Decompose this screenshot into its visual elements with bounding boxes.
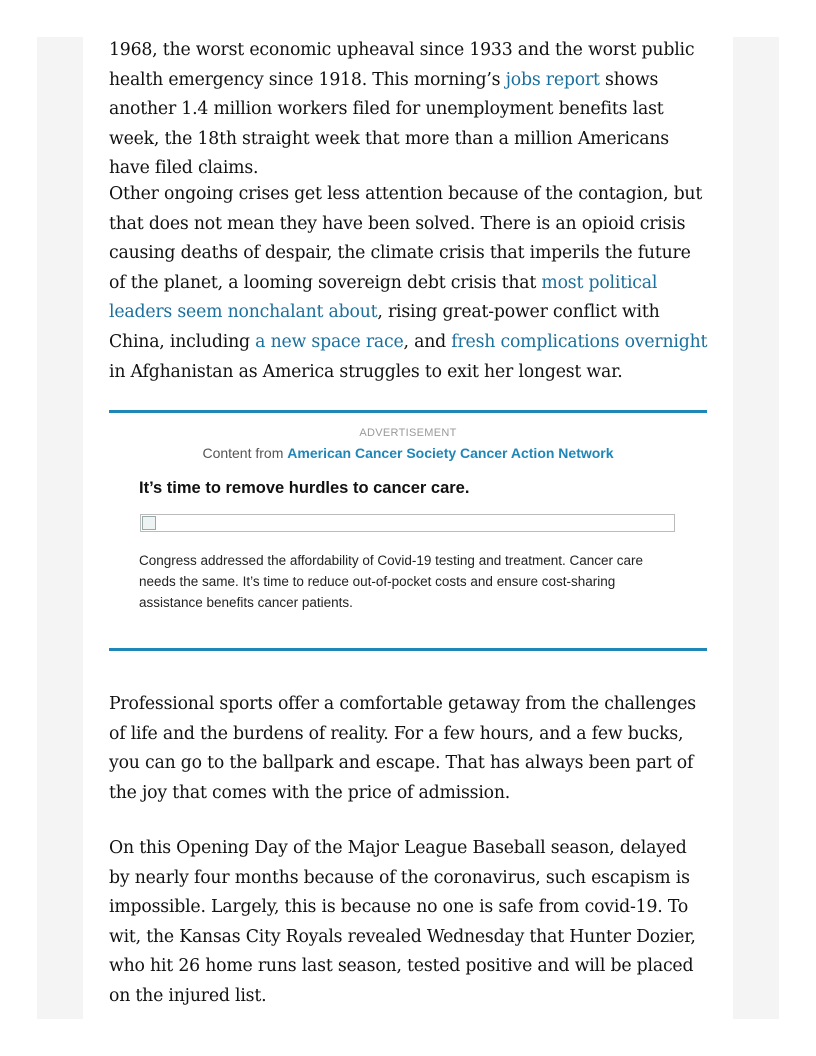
article-paragraph — [109, 180, 709, 387]
space-race-link[interactable]: a new space race — [255, 331, 404, 352]
jobs-report-link[interactable]: jobs report — [505, 69, 600, 90]
afghanistan-complications-link[interactable]: fresh complications overnight — [451, 331, 708, 352]
ad-image-placeholder[interactable] — [140, 514, 675, 532]
right-gutter — [733, 37, 779, 1019]
nonchalant-leaders-link[interactable]: most political leaders seem nonchalant about — [109, 272, 658, 323]
left-gutter — [37, 37, 83, 1019]
paragraph-text: , rising great-power conflict with China, including — [109, 302, 660, 352]
ad-sponsor-link[interactable]: American Cancer Society Cancer Action Network — [287, 445, 614, 461]
sponsored-ad-block[interactable] — [109, 410, 707, 651]
article-paragraph: On this Opening Day of the Major League Baseball season, delayed by nearly four months because of the coronavirus, such escapism is impossible. Largely, this is because no one is safe from covid-19. To wit, the Kansas City Royals revealed Wednesday that Hunter Dozier, who hit 26 home runs last season, tested positive and will be placed on the injured list. — [109, 838, 696, 1006]
paragraph-text: Other ongoing crises get less attention because of the contagion, but that does not mean they have been solved. There is an opioid crisis causing deaths of despair, the climate crisis that imperils the future of the planet, a looming sovereign debt crisis that — [109, 184, 703, 293]
paragraph-text: shows another 1.4 million workers filed for unemployment benefits last week, the 18th straight week that more than a million Americans have filed claims. — [109, 69, 669, 179]
ad-label: ADVERTISEMENT — [359, 427, 457, 439]
paragraph-text: 1968, the worst economic upheaval since 1933 and the worst public health emergency since 1918. This morning’s — [109, 40, 695, 90]
content-from-text: Content from — [202, 445, 288, 461]
article-paragraph: Professional sports offer a comfortable getaway from the challenges of life and the burdens of reality. For a few hours, and a few bucks, you can go to the ballpark and escape. That has always been part of the joy that comes with the price of admission. — [109, 694, 696, 803]
paragraph-text: in Afghanistan as America struggles to exit her longest war. — [109, 361, 623, 382]
ad-sponsor-line — [109, 445, 707, 461]
article-paragraph — [109, 36, 709, 184]
ad-headline[interactable]: It’s time to remove hurdles to cancer care. — [139, 479, 470, 497]
ad-body-text: Congress addressed the affordability of Covid-19 testing and treatment. Cancer care needs the same. It’s time to reduce out-of-pocket costs and ensure cost-sharing assistance benefits cancer patients. — [139, 553, 644, 610]
broken-image-icon — [142, 516, 156, 530]
paragraph-text: , and — [403, 331, 452, 352]
